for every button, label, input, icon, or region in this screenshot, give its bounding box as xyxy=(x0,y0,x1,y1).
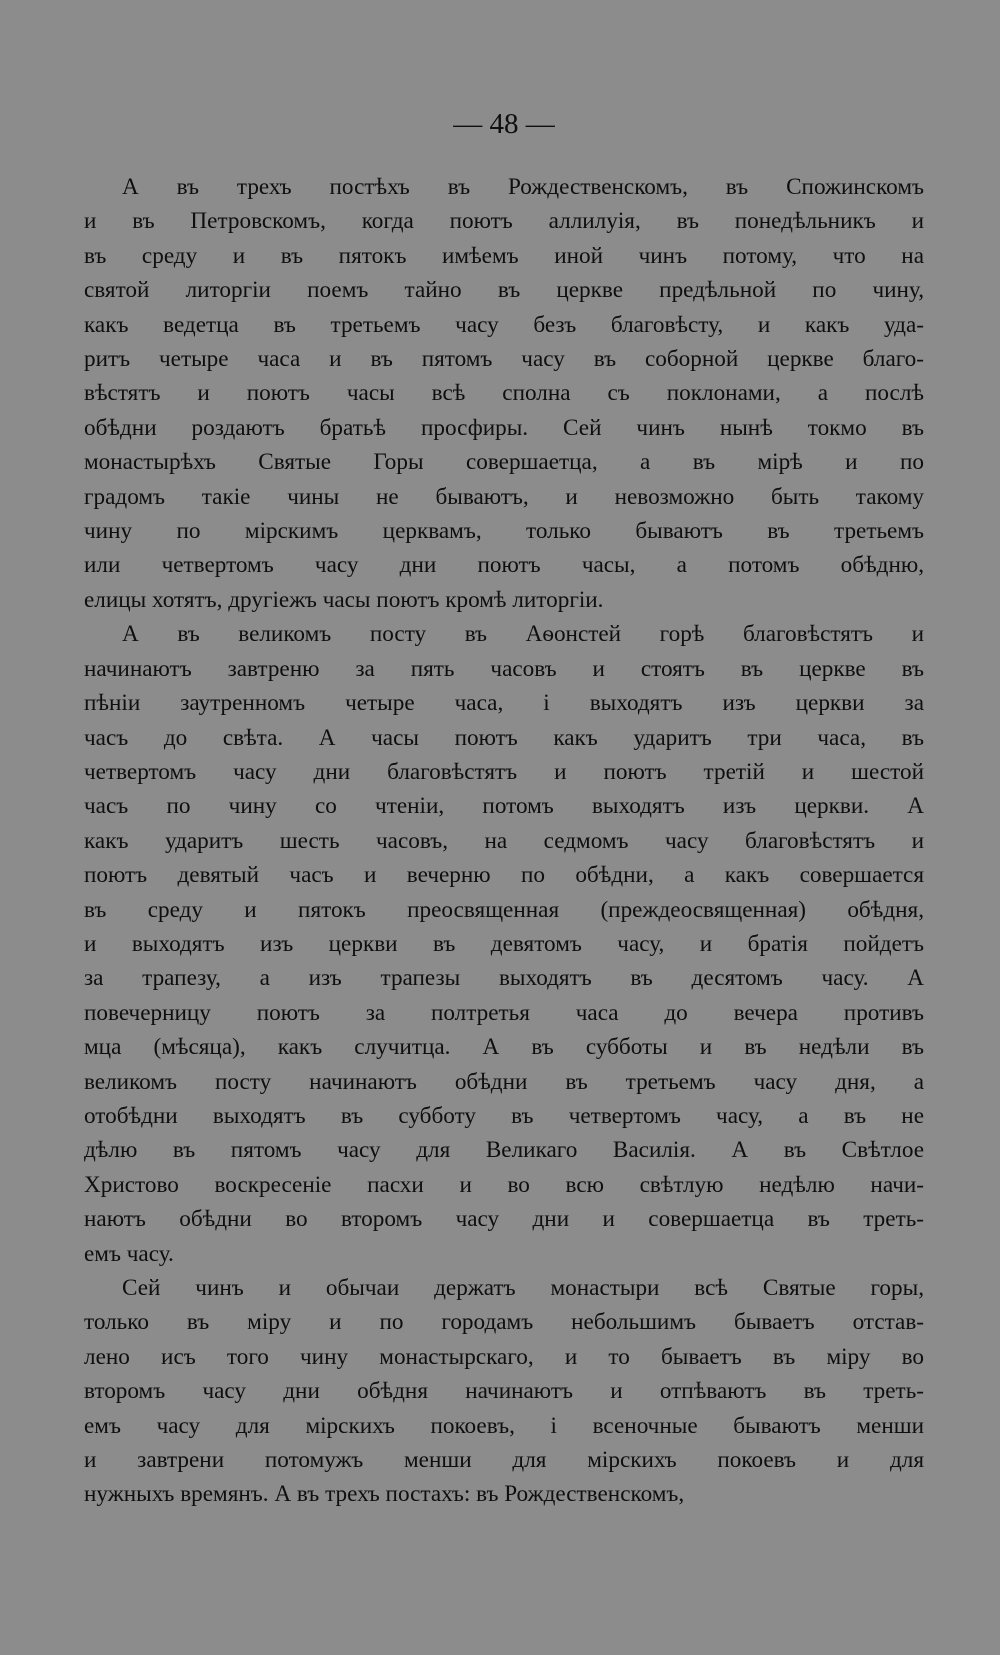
text-line: святой литоргіи поемъ тайно въ церкве предѣльной по чину, xyxy=(84,277,924,304)
text-line: или четвертомъ часу дни поютъ часы, а потомъ обѣдню, xyxy=(84,552,924,579)
text-line: и въ Петровскомъ, когда поютъ аллилуія, въ понедѣльникъ и xyxy=(84,208,924,235)
text-line: чину по мірскимъ церквамъ, только бываютъ въ третьемъ xyxy=(84,518,924,545)
text-line: пѣніи заутренномъ четыре часа, і выходятъ изъ церкви за xyxy=(84,690,924,717)
text-line: А въ трехъ постѣхъ въ Рождественскомъ, въ Спожинскомъ xyxy=(122,174,924,200)
text-line: Христово воскресеніе пасхи и во всю свѣтлую недѣлю начи- xyxy=(84,1171,924,1198)
text-line: какъ ударитъ шесть часовъ, на седмомъ часу благовѣстятъ и xyxy=(84,827,924,854)
text-line: только въ міру и по городамъ небольшимъ бываетъ отстав- xyxy=(84,1309,924,1336)
paragraph xyxy=(84,617,924,1271)
page-number: — 48 — xyxy=(453,108,555,140)
text-line: и выходятъ изъ церкви въ девятомъ часу, и братія пойдетъ xyxy=(84,930,924,957)
text-line: начинаютъ завтреню за пять часовъ и стоятъ въ церкве въ xyxy=(84,655,924,682)
paragraph xyxy=(84,1271,924,1512)
text-line: дѣлю въ пятомъ часу для Великаго Василія. А въ Свѣтлое xyxy=(84,1137,924,1164)
book-page xyxy=(84,104,924,1512)
text-line: градомъ такіе чины не бываютъ, и невозможно быть такому xyxy=(84,483,924,510)
text-line: великомъ посту начинаютъ обѣдни въ третьемъ часу дня, а xyxy=(84,1068,924,1095)
text-line: наютъ обѣдни во второмъ часу дни и совершаетца въ треть- xyxy=(84,1206,924,1233)
text-line: монастырѣхъ Святые Горы совершаетца, а въ мірѣ и по xyxy=(84,449,924,476)
text-line: въ среду и пятокъ преосвященная (преждеосвященная) обѣдня, xyxy=(84,896,924,923)
text-line: лено исъ того чину монастырскаго, и то бываетъ въ міру во xyxy=(84,1343,924,1370)
text-line: мца (мѣсяца), какъ случитца. А въ субботы и въ недѣли въ xyxy=(84,1034,924,1061)
text-line: нужныхъ времянъ. А въ трехъ постахъ: въ Рождественскомъ, xyxy=(84,1481,685,1508)
text-line: елицы хотятъ, другіежъ часы поютъ кромѣ литоргіи. xyxy=(84,586,604,613)
text-line: повечерницу поютъ за полтретья часа до вечера противъ xyxy=(84,999,924,1026)
text-line: ритъ четыре часа и въ пятомъ часу въ соборной церкве благо- xyxy=(84,346,924,373)
text-line: четвертомъ часу дни благовѣстятъ и поютъ третій и шестой xyxy=(84,758,924,785)
text-line: поютъ девятый часъ и вечерню по обѣдни, а какъ совершается xyxy=(84,862,924,889)
paragraph xyxy=(84,170,924,617)
text-line: въ среду и въ пятокъ имѣемъ иной чинъ потому, что на xyxy=(84,242,924,269)
text-line: А въ великомъ посту въ Аѳонстей горѣ благовѣстятъ и xyxy=(122,621,924,648)
text-line: емъ часу. xyxy=(84,1240,174,1267)
text-line: за трапезу, а изъ трапезы выходятъ въ десятомъ часу. А xyxy=(84,965,924,992)
text-line: вѣстятъ и поютъ часы всѣ сполна съ поклонами, а послѣ xyxy=(84,380,924,407)
text-line: отобѣдни выходятъ въ субботу въ четвертомъ часу, а въ не xyxy=(84,1102,924,1129)
text-line: часъ до свѣта. А часы поютъ какъ ударитъ три часа, въ xyxy=(84,724,924,751)
text-line: какъ ведетца въ третьемъ часу безъ благовѣсту, и какъ уда- xyxy=(84,311,924,338)
page-text xyxy=(84,170,924,1512)
text-line: и завтрени потомужъ менши для мірскихъ покоевъ и для xyxy=(84,1447,924,1474)
text-line: второмъ часу дни обѣдня начинаютъ и отпѣваютъ въ треть- xyxy=(84,1378,924,1405)
text-line: емъ часу для мірскихъ покоевъ, і всеночные бываютъ менши xyxy=(84,1412,924,1439)
text-line: часъ по чину со чтеніи, потомъ выходятъ изъ церкви. А xyxy=(84,793,924,820)
text-line: Сей чинъ и обычаи держатъ монастыри всѣ Святые горы, xyxy=(122,1275,924,1301)
text-line: обѣдни роздаютъ братьѣ просфиры. Сей чинъ нынѣ токмо въ xyxy=(84,414,924,441)
